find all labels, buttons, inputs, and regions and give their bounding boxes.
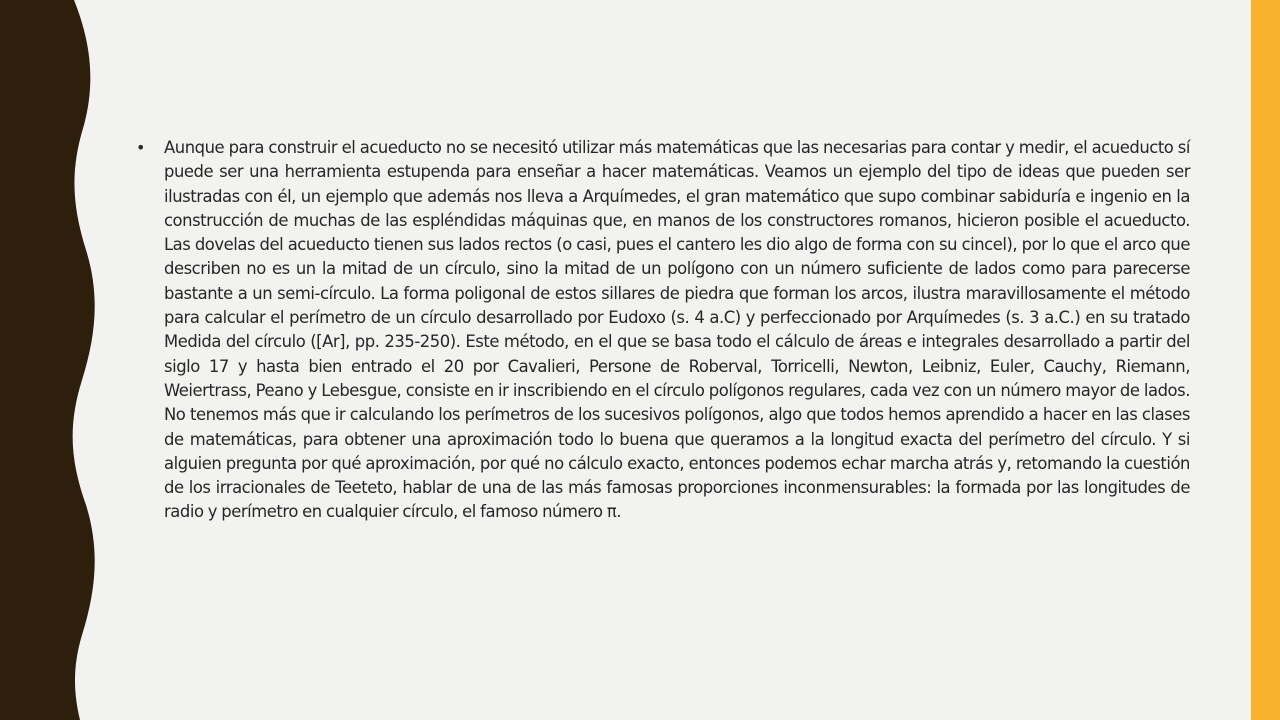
bullet-item	[136, 136, 1190, 525]
left-wavy-band-shape	[0, 0, 95, 720]
right-accent-bar-fill	[1251, 0, 1280, 720]
body-paragraph: Aunque para construir el acueducto no se necesitó utilizar más matemáticas que las necesarias para contar y medir, el acueducto sí puede ser una herramienta estupenda para enseñar a hacer matemáticas. Veamos un ejemplo del tipo de ideas que pueden ser ilustradas con él, un ejemplo que además nos lleva a Arquímedes, el gran matemático que supo combinar sabiduría e ingenio en la construcción de muchas de las espléndidas máquinas que, en manos de los constructores romanos, hicieron posible el acueducto. Las dovelas del acueducto tienen sus lados rectos (o casi, pues el cantero les dio algo de forma con su cincel), por lo que el arco que describen no es un la mitad de un círculo, sino la mitad de un polígono con un número suficiente de lados como para parecerse bastante a un semi-círculo. La forma poligonal de estos sillares de piedra que forman los arcos, ilustra maravillosamente el método para calcular el perímetro de un círculo desarrollado por Eudoxo (s. 4 a.C) y perfeccionado por Arquímedes (s. 3 a.C.) en su tratado Medida del círculo ([Ar], pp. 235-250). Este método, en el que se basa todo el cálculo de áreas e integrales desarrollado a partir del siglo 17 y hasta bien entrado el 20 por Cavalieri, Persone de Roberval, Torricelli, Newton, Leibniz, Euler, Cauchy, Riemann, Weiertrass, Peano y Lebesgue, consiste en ir inscribiendo en el círculo polígonos regulares, cada vez con un número mayor de lados. No tenemos más que ir calculando los perímetros de los sucesivos polígonos, algo que todos hemos aprendido a hacer en las clases de matemáticas, para obtener una aproximación todo lo buena que queramos a la longitud exacta del perímetro del círculo. Y si alguien pregunta por qué aproximación, por qué no cálculo exacto, entonces podemos echar marcha atrás y, retomando la cuestión de los irracionales de Teeteto, hablar de una de las más famosas proporciones inconmensurables: la formada por las longitudes de radio y perímetro en cualquier círculo, el famoso número π.	[164, 138, 1190, 522]
right-accent-bar	[1251, 0, 1280, 720]
slide-content	[136, 136, 1190, 525]
left-wavy-band	[0, 0, 110, 720]
bullet-marker: •	[136, 138, 146, 157]
